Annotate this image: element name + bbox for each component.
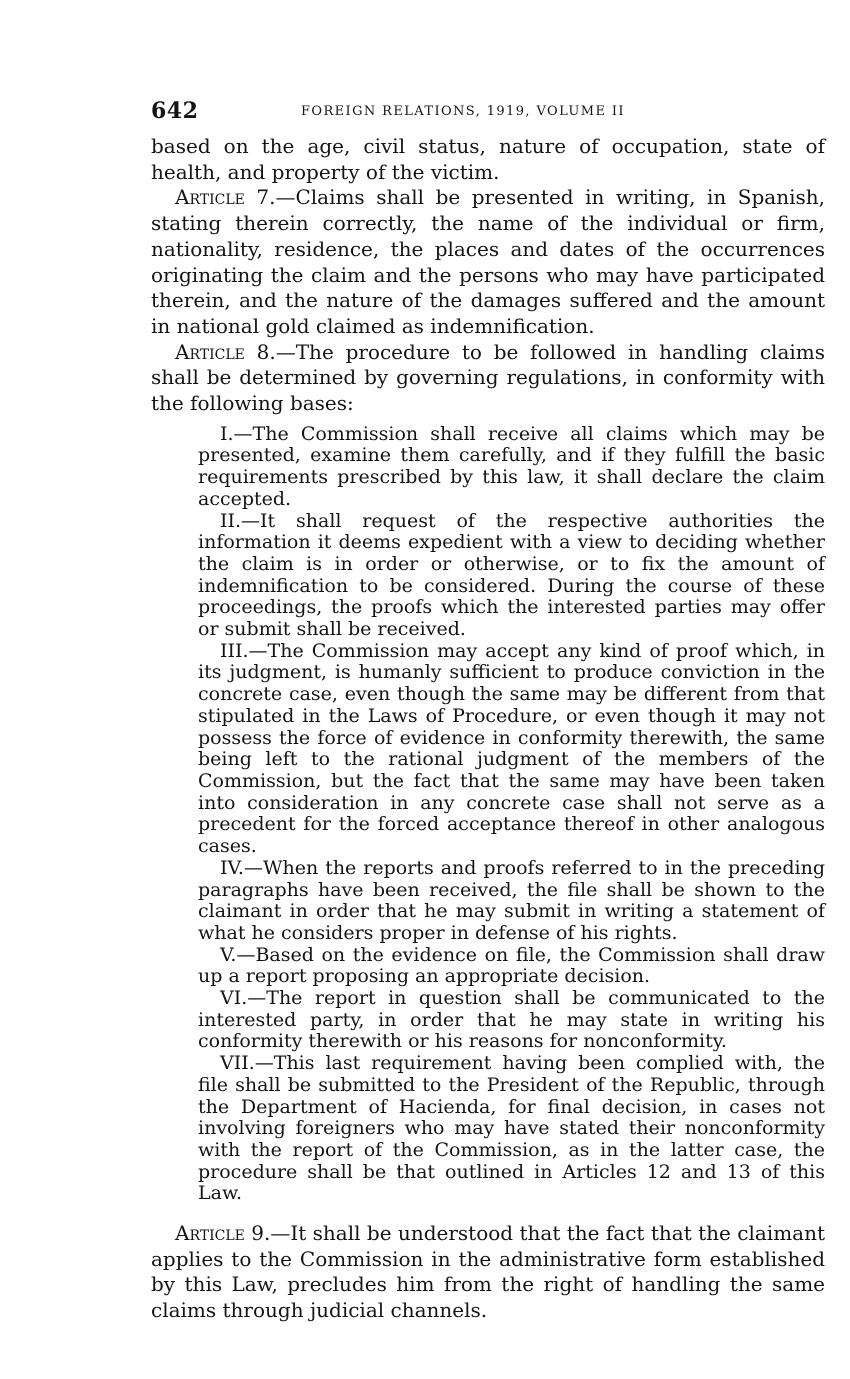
basis-item: I.—The Commission shall receive all claims which may be presented, examine them carefully, and if they fulfill the basic requirements prescribed by this law, it shall declare the claim accepted. [198, 422, 825, 510]
paragraph-text: 7.—Claims shall be presented in writing, in Spanish, stating therein correctly, the name of the individual or firm, nationality, residence, the places and dates of the occurrences originating the claim and the persons who may have participated therein, and the nature of the damages suffered and the amount in national gold claimed as indemnification. [151, 185, 825, 338]
article-label: Article [175, 1221, 245, 1246]
paragraph-text: based on the age, civil status, nature of occupation, state of health, and property of the victim. [151, 134, 825, 184]
bases-list [198, 424, 825, 1205]
basis-item: IV.—When the reports and proofs referred to in the preceding paragraphs have been received, the file shall be shown to the claimant in order that he may submit in writing a statement of what he considers proper in defense of his rights. [198, 856, 825, 944]
basis-item: V.—Based on the evidence on file, the Commission shall draw up a report proposing an appropriate decision. [198, 943, 825, 988]
running-head [151, 98, 825, 134]
basis-item: VI.—The report in question shall be communicated to the interested party, in order that he may state in writing his conformity therewith or his reasons for nonconformity. [198, 987, 825, 1053]
paragraph-text: 9.—It shall be understood that the fact that the claimant applies to the Commission in the administrative form established by this Law, precludes him from the right of handling the same claims through judicial channels. [151, 1221, 825, 1323]
page-number: 642 [151, 98, 199, 124]
basis-item: VII.—This last requirement having been complied with, the file shall be submitted to the President of the Republic, through the Department of Hacienda, for final decision, in cases not involving foreigners who may have stated their nonconformity with the report of the Commission, as in the latter case, the procedure shall be that outlined in Articles 12 and 13 of this Law. [198, 1052, 825, 1205]
article-label: Article [175, 185, 245, 210]
paragraph-article-9 [151, 1221, 825, 1324]
paragraph-article-8 [151, 340, 825, 417]
running-title: FOREIGN RELATIONS, 1919, VOLUME II [301, 104, 625, 119]
paragraph-text: 8.—The procedure to be followed in handling claims shall be determined by governing regulations, in conformity with the following bases: [151, 339, 825, 416]
basis-item: III.—The Commission may accept any kind of proof which, in its judgment, is humanly sufficient to produce conviction in the concrete case, even though the same may be different from that stipulated in the Laws of Procedure, or even though it may not possess the force of evidence in conformity therewith, the same being left to the rational judgment of the members of the Commission, but the fact that the same may have been taken into consideration in any concrete case shall not serve as a precedent for the forced acceptance thereof in other analogous cases. [198, 639, 825, 858]
paragraph-continuation [151, 134, 825, 185]
paragraph-article-7 [151, 185, 825, 339]
basis-item: II.—It shall request of the respective authorities the information it deems expedient with a view to deciding whether the claim is in order or otherwise, or to fix the amount of indemnification to be considered. During the course of these proceedings, the proofs which the interested parties may offer or submit shall be received. [198, 509, 825, 641]
article-label: Article [175, 339, 245, 364]
document-page [151, 98, 825, 1324]
